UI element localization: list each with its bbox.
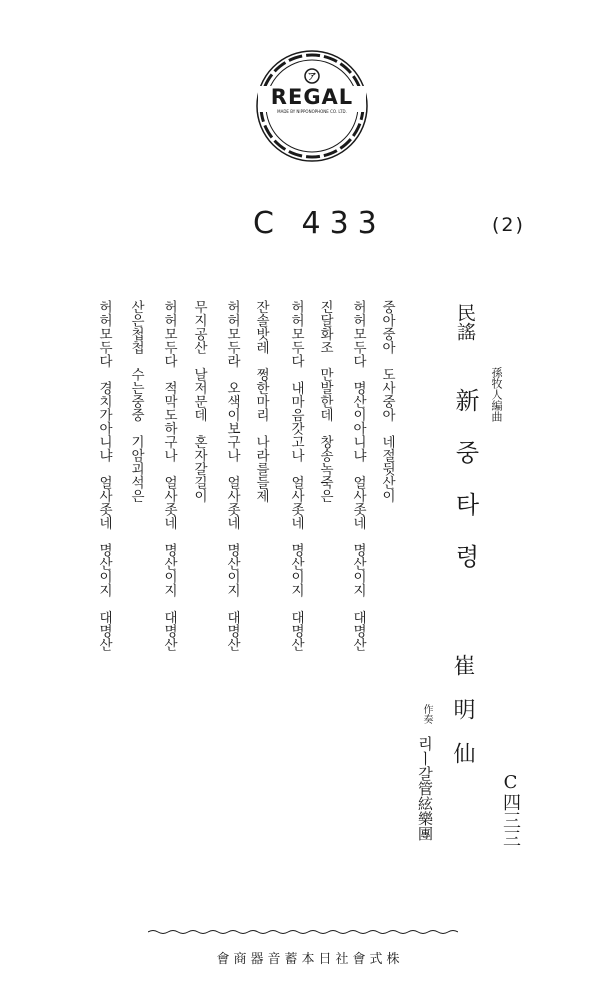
catalog-number: C 433 (253, 206, 386, 241)
page-number: (2) (492, 214, 525, 236)
song-genre: 民謠 (454, 303, 476, 341)
lyric-line: 무지공산 날저문데 혼자갈길이 (191, 300, 207, 503)
lyric-line: 중아중아 도사중아 네절뒷산이 (379, 300, 395, 503)
lyric-line: 허허모두다 내마음갓고나 얼사좃네 명산이지 대명산 (288, 300, 304, 651)
lyric-line: 허허모두다 경치가아니냐 얼사좃네 명산이지 대명산 (96, 300, 112, 651)
lyric-line: 허허모두라 오색이보구나 얼사좃네 명산이지 대명산 (224, 300, 240, 651)
footer-divider (148, 929, 458, 935)
ensemble-name: 리ㅣ갈管絃樂團 (416, 736, 434, 841)
logo-brand: REGAL (270, 85, 354, 109)
song-title: 新 중 타 령 (451, 388, 479, 568)
lyric-line: 진달화조 만발한데 창송녹죽은 (317, 300, 333, 503)
publisher-name: 會商器音蓄本日社會式株 (216, 952, 404, 967)
performance-label: 作奏 (421, 704, 432, 724)
svg-text:ア: ア (307, 72, 317, 83)
publisher-footer (160, 948, 460, 967)
catalog-number-vertical: C四三三 (500, 772, 521, 847)
logo-tagline: MADE BY NIPPONOPHONE CO. LTD. (277, 109, 347, 114)
singer-name: 崔 明 仙 (450, 654, 475, 764)
lyric-line: 허허모두다 명산이아니냐 얼사좃네 명산이지 대명산 (350, 300, 366, 651)
regal-logo (252, 46, 372, 166)
lyric-line: 허허모두다 적막도하구나 얼사좃네 명산이지 대명산 (161, 300, 177, 651)
lyric-line: 산은첩첩 수는중중 기암괴석은 (128, 300, 144, 503)
lyric-line: 잔솔밧레 쩡한마리 나라를들제 (253, 300, 269, 503)
arranger-credit: 孫牧人編曲 (490, 367, 503, 422)
